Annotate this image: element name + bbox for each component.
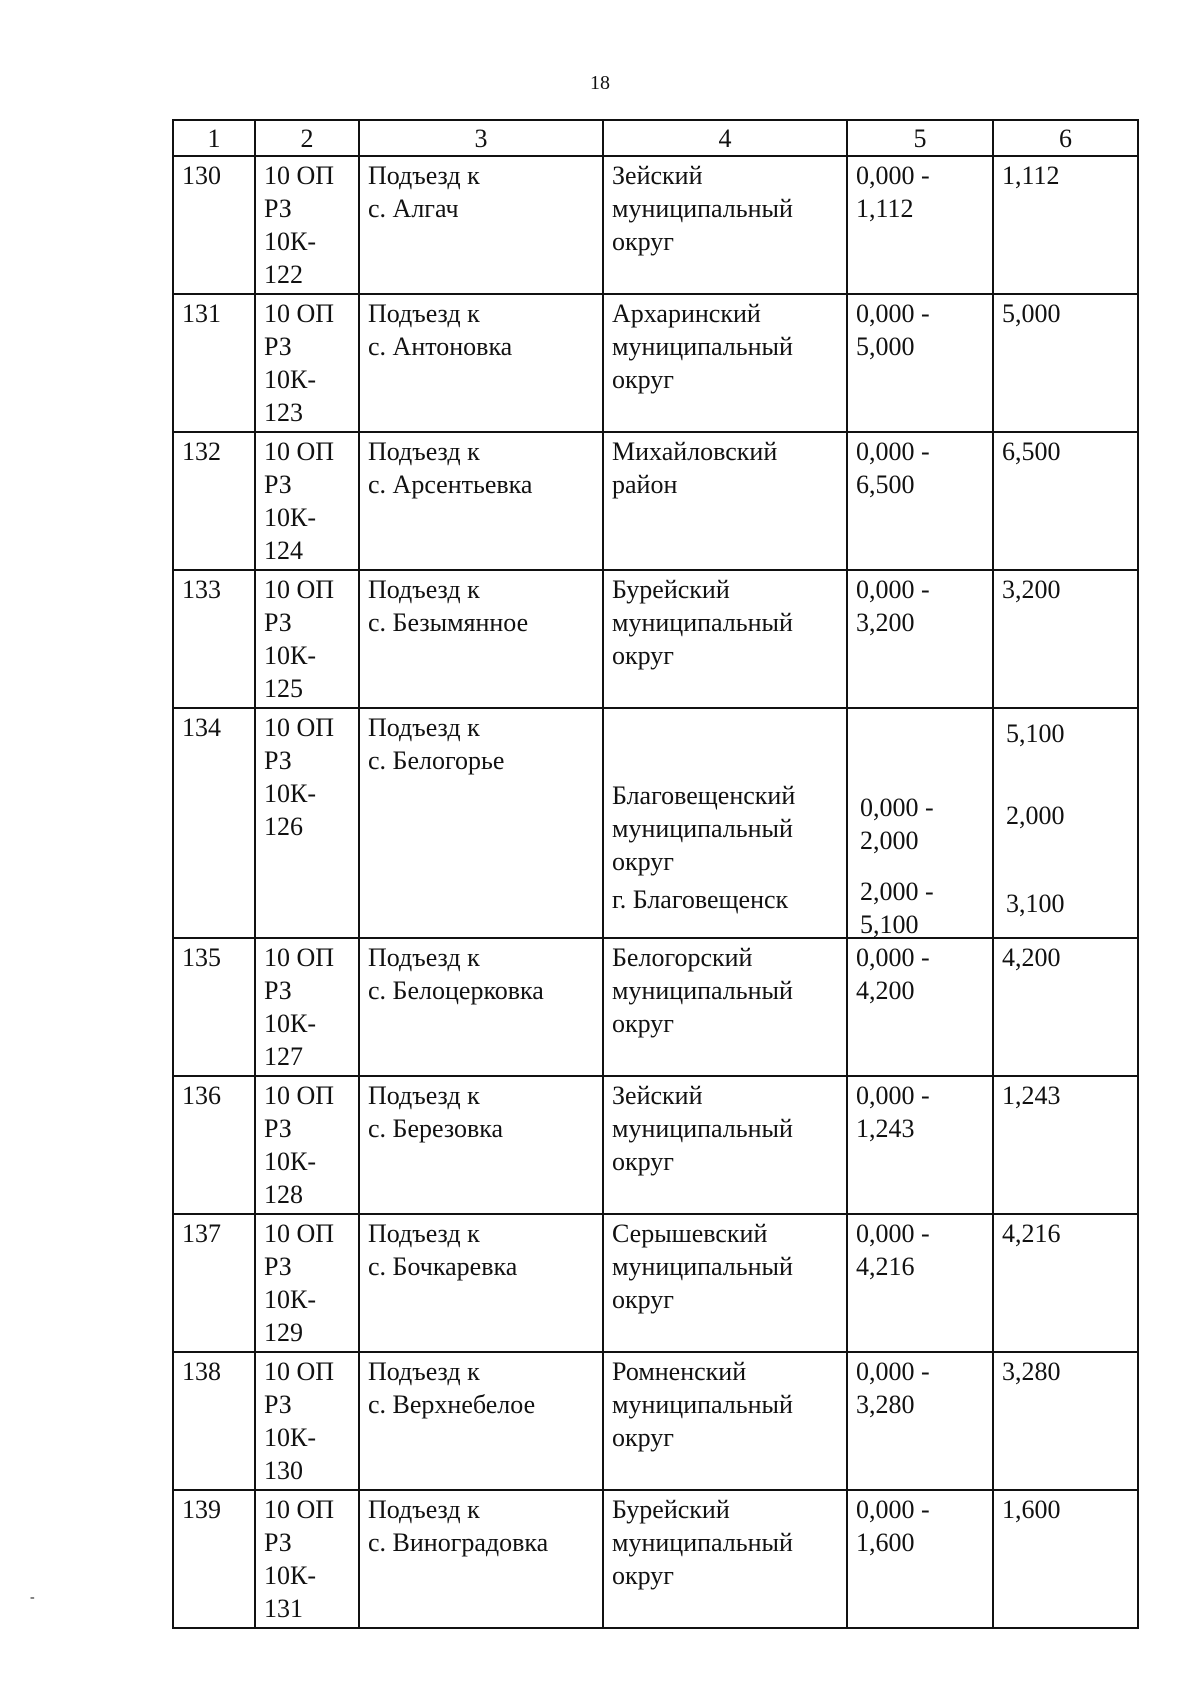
district [603,708,847,938]
row-number: 136 [173,1076,255,1214]
road-length: 4,200 [993,938,1138,1076]
district [603,432,847,570]
road-code [255,1214,359,1352]
table-row [173,1076,1138,1214]
road-code-line: РЗ [264,608,292,637]
road-name-line: Подъезд к [368,437,480,466]
segment-district [612,779,795,878]
km-range-line: 0,000 - [856,299,930,328]
km-range-line: 3,280 [856,1390,915,1419]
road-name-line: Подъезд к [368,575,480,604]
district-line: г. Благовещенск [612,885,789,914]
road-code [255,432,359,570]
road-name-line: с. Верхнебелое [368,1390,536,1419]
corner-mark: - [30,1590,35,1605]
row-number: 138 [173,1352,255,1490]
road-name-line: с. Арсентьевка [368,470,533,499]
road-code-line: РЗ [264,1528,292,1557]
road-code-line: 10 ОП [264,437,335,466]
district-line: муниципальный [612,194,793,223]
table-row [173,938,1138,1076]
district-line: район [612,470,678,499]
road-code [255,938,359,1076]
road-name [359,938,603,1076]
page-number: 18 [590,72,610,94]
header-cell-2: 2 [255,120,359,156]
segment-length: 2,000 [1006,801,1065,830]
km-range-line: 1,243 [856,1114,915,1143]
segment-km [860,791,934,857]
row-number: 130 [173,156,255,294]
table-row [173,294,1138,432]
road-code-line: 10 ОП [264,1081,335,1110]
road-name [359,1076,603,1214]
road-code-line: 10 ОП [264,713,335,742]
district-line: Белогорский [612,943,753,972]
road-code-line: РЗ [264,976,292,1005]
km-range-line: 2,000 - [860,877,934,906]
km-range-line: 0,000 - [856,437,930,466]
road-name-line: Подъезд к [368,1495,480,1524]
road-length: 6,500 [993,432,1138,570]
km-range [847,156,993,294]
row-number: 137 [173,1214,255,1352]
road-name-line: Подъезд к [368,161,480,190]
road-code [255,294,359,432]
road-code [255,1352,359,1490]
district-line: муниципальный [612,814,793,843]
road-name-line: Подъезд к [368,1357,480,1386]
road-length: 4,216 [993,1214,1138,1352]
km-range-line: 0,000 - [860,793,934,822]
road-code-line: 10К- [264,1285,316,1314]
road-code-line: 125 [264,674,303,703]
district [603,1076,847,1214]
road-code-line: 131 [264,1594,303,1623]
table-row [173,570,1138,708]
road-name-line: с. Бочкаревка [368,1252,518,1281]
road-code [255,708,359,938]
district-line: Серышевский [612,1219,768,1248]
district [603,1490,847,1628]
road-code-line: 130 [264,1456,303,1485]
road-length: 1,243 [993,1076,1138,1214]
district [603,938,847,1076]
km-range-line: 0,000 - [856,1219,930,1248]
table-row [173,156,1138,294]
district-line: округ [612,1147,674,1176]
road-code-line: 10 ОП [264,1495,335,1524]
row-number: 134 [173,708,255,938]
district-line: округ [612,1561,674,1590]
road-code-line: 10К- [264,1147,316,1176]
district [603,294,847,432]
header-cell-3: 3 [359,120,603,156]
road-name [359,432,603,570]
km-range-line: 6,500 [856,470,915,499]
km-range-line: 0,000 - [856,575,930,604]
road-code-line: 124 [264,536,303,565]
road-code-line: 123 [264,398,303,427]
segment-length: 3,100 [1006,889,1065,918]
road-code-line: 10К- [264,779,316,808]
road-code-line: РЗ [264,470,292,499]
road-code-line: 126 [264,812,303,841]
district-line: округ [612,847,674,876]
road-code [255,1490,359,1628]
district-line: муниципальный [612,1252,793,1281]
km-range-line: 0,000 - [856,1357,930,1386]
district-line: Зейский [612,1081,703,1110]
table-row [173,708,1138,938]
district-line: Архаринский [612,299,761,328]
road-name-line: Подъезд к [368,713,480,742]
road-code-line: 10К- [264,503,316,532]
road-name-line: Подъезд к [368,1219,480,1248]
road-name [359,1490,603,1628]
total-length: 5,100 [1006,719,1065,748]
row-number: 131 [173,294,255,432]
road-name-line: Подъезд к [368,943,480,972]
road-name [359,708,603,938]
road-code-line: 10К- [264,1009,316,1038]
road-code-line: 128 [264,1180,303,1209]
road-name-line: Подъезд к [368,299,480,328]
header-cell-6: 6 [993,120,1138,156]
km-range-line: 1,600 [856,1528,915,1557]
district-line: муниципальный [612,608,793,637]
district-line: Благовещенский [612,781,796,810]
header-cell-5: 5 [847,120,993,156]
km-range [847,432,993,570]
district-line: Ромненский [612,1357,747,1386]
district-line: округ [612,1009,674,1038]
km-range-line: 5,000 [856,332,915,361]
road-code-line: РЗ [264,1114,292,1143]
road-name [359,570,603,708]
road-code-line: 10 ОП [264,161,335,190]
header-cell-1: 1 [173,120,255,156]
km-range-line: 0,000 - [856,161,930,190]
road-code-line: 10 ОП [264,575,335,604]
road-code [255,156,359,294]
road-name-line: с. Антоновка [368,332,513,361]
km-range [847,294,993,432]
km-range [847,938,993,1076]
district-line: округ [612,1285,674,1314]
road-name [359,1352,603,1490]
road-name-line: с. Виноградовка [368,1528,549,1557]
km-range-line: 0,000 - [856,1495,930,1524]
road-code-line: РЗ [264,194,292,223]
km-range [847,1076,993,1214]
km-range-line: 0,000 - [856,943,930,972]
road-code-line: 10К- [264,1561,316,1590]
road-code-line: РЗ [264,1390,292,1419]
district-line: Бурейский [612,1495,730,1524]
km-range-line: 2,000 [860,826,919,855]
district-line: муниципальный [612,1528,793,1557]
segment-district [612,883,788,916]
road-code-line: 10К- [264,641,316,670]
row-number: 133 [173,570,255,708]
km-range-line: 0,000 - [856,1081,930,1110]
district [603,1214,847,1352]
road-length: 1,112 [993,156,1138,294]
road-name-line: с. Безымянное [368,608,529,637]
km-range-line: 4,216 [856,1252,915,1281]
km-range [847,1490,993,1628]
km-range-line: 5,100 [860,910,919,939]
road-code-line: РЗ [264,746,292,775]
district [603,156,847,294]
road-name [359,1214,603,1352]
district-line: Зейский [612,161,703,190]
segment-km [860,875,934,941]
road-name-line: с. Белоцерковка [368,976,544,1005]
district [603,1352,847,1490]
district-line: округ [612,227,674,256]
road-length: 1,600 [993,1490,1138,1628]
table-row [173,432,1138,570]
header-row [173,120,1138,156]
row-number: 139 [173,1490,255,1628]
road-name [359,156,603,294]
road-name [359,294,603,432]
road-length [993,708,1138,938]
road-code-line: 10 ОП [264,1219,335,1248]
table-row [173,1214,1138,1352]
district-line: муниципальный [612,1114,793,1143]
road-code-line: 10 ОП [264,299,335,328]
road-name-line: Подъезд к [368,1081,480,1110]
roads-table [172,119,1139,1629]
km-range [847,708,993,938]
district-line: округ [612,1423,674,1452]
road-code-line: РЗ [264,1252,292,1281]
road-code-line: 122 [264,260,303,289]
row-number: 132 [173,432,255,570]
km-range-line: 1,112 [856,194,914,223]
district-line: муниципальный [612,976,793,1005]
road-name-line: с. Белогорье [368,746,505,775]
road-length: 3,200 [993,570,1138,708]
district [603,570,847,708]
road-code-line: 10К- [264,227,316,256]
road-code-line: 127 [264,1042,303,1071]
row-number: 135 [173,938,255,1076]
km-range [847,570,993,708]
km-range-line: 3,200 [856,608,915,637]
table-row [173,1490,1138,1628]
road-length: 3,280 [993,1352,1138,1490]
district-line: округ [612,641,674,670]
road-name-line: с. Березовка [368,1114,504,1143]
km-range-line: 4,200 [856,976,915,1005]
table-row [173,1352,1138,1490]
km-range [847,1214,993,1352]
road-code-line: 10К- [264,365,316,394]
road-length: 5,000 [993,294,1138,432]
km-range [847,1352,993,1490]
district-line: округ [612,365,674,394]
road-code-line: 10 ОП [264,1357,335,1386]
road-name-line: с. Алгач [368,194,459,223]
header-cell-4: 4 [603,120,847,156]
road-code [255,1076,359,1214]
district-line: муниципальный [612,1390,793,1419]
district-line: муниципальный [612,332,793,361]
district-line: Михайловский [612,437,778,466]
road-code-line: РЗ [264,332,292,361]
road-code [255,570,359,708]
road-code-line: 129 [264,1318,303,1347]
district-line: Бурейский [612,575,730,604]
road-code-line: 10К- [264,1423,316,1452]
road-code-line: 10 ОП [264,943,335,972]
